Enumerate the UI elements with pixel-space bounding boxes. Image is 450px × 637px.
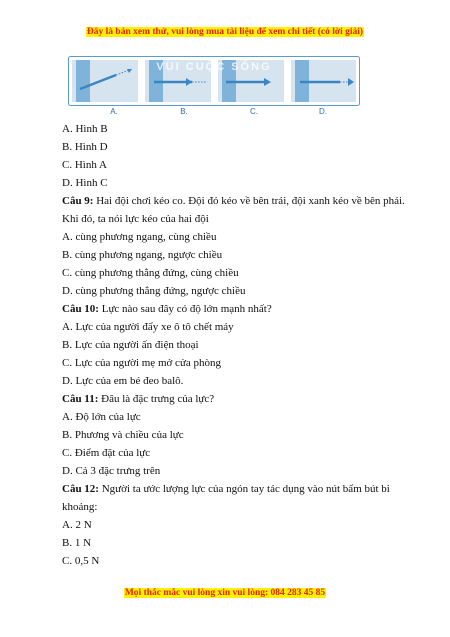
q9-option-a: A. cùng phương ngang, cùng chiều [62, 231, 217, 243]
q10-text: Lực nào sau đây có độ lớn mạnh nhất? [101, 303, 272, 315]
q12-text: Người ta ước lượng lực của ngón tay tác dụng vào nút bấm bút bi [101, 483, 390, 495]
contact-footer [0, 588, 450, 598]
q8-option-d: D. Hình C [62, 177, 108, 189]
q12-stem-cont: khoảng: [62, 501, 98, 513]
q11-label: Câu 11: [62, 393, 99, 405]
q12-option-c: C. 0,5 N [62, 555, 100, 567]
q12-stem [62, 480, 412, 498]
q9-option-c: C. cùng phương thẳng đứng, cùng chiều [62, 267, 239, 279]
figure-label-c: C. [250, 107, 258, 116]
q11-option-c: C. Điểm đặt của lực [62, 447, 151, 459]
q10-option-c: C. Lực của người mẹ mở cửa phòng [62, 357, 222, 369]
contact-footer-text: Mọi thắc mắc vui lòng xin vui lòng: 084 283 45 85 [124, 588, 326, 598]
q12-option-a: A. 2 N [62, 519, 92, 531]
figure-labels [68, 107, 360, 119]
figure-label-d: D. [319, 107, 327, 116]
q11-text: Đâu là đặc trưng của lực? [101, 393, 215, 405]
question-content [62, 120, 412, 570]
q11-stem [62, 390, 412, 408]
figure-label-b: B. [180, 107, 188, 116]
q9-text: Hai đội chơi kéo co. Đội đỏ kéo về bên trái, đội xanh kéo về bên phải. [96, 195, 405, 207]
preview-notice [0, 27, 450, 37]
force-diagram-figure [68, 56, 360, 106]
figure-panel-a [72, 60, 138, 102]
q12-option-b: B. 1 N [62, 537, 92, 549]
q9-option-b: B. cùng phương ngang, ngược chiều [62, 249, 223, 261]
figure-panel-d [291, 60, 356, 102]
q10-option-a: A. Lực của người đẩy xe ô tô chết máy [62, 321, 234, 333]
q10-label: Câu 10: [62, 303, 99, 315]
figure-watermark: VUI CUỘC SỐNG [156, 61, 272, 73]
q11-option-a: A. Độ lớn của lực [62, 411, 141, 423]
figure-label-a: A. [110, 107, 118, 116]
q10-option-b: B. Lực của người ấn điện thoại [62, 339, 199, 351]
preview-notice-text: Đây là bản xem thử, vui lòng mua tài liệu để xem chi tiết (có lời giải) [86, 27, 364, 37]
q8-option-c: C. Hình A [62, 159, 107, 171]
q9-label: Câu 9: [62, 195, 94, 207]
q9-stem-cont: Khi đó, ta nói lực kéo của hai đội [62, 213, 209, 225]
q11-option-d: D. Cả 3 đặc trưng trên [62, 465, 161, 477]
q11-option-b: B. Phương và chiều của lực [62, 429, 184, 441]
q9-option-d: D. cùng phương thẳng đứng, ngược chiều [62, 285, 246, 297]
q8-option-b: B. Hình D [62, 141, 108, 153]
q10-option-d: D. Lực của em bé đeo balô. [62, 375, 184, 387]
q10-stem [62, 300, 412, 318]
q12-label: Câu 12: [62, 483, 99, 495]
q8-option-a: A. Hình B [62, 123, 108, 135]
q9-stem [62, 192, 412, 210]
